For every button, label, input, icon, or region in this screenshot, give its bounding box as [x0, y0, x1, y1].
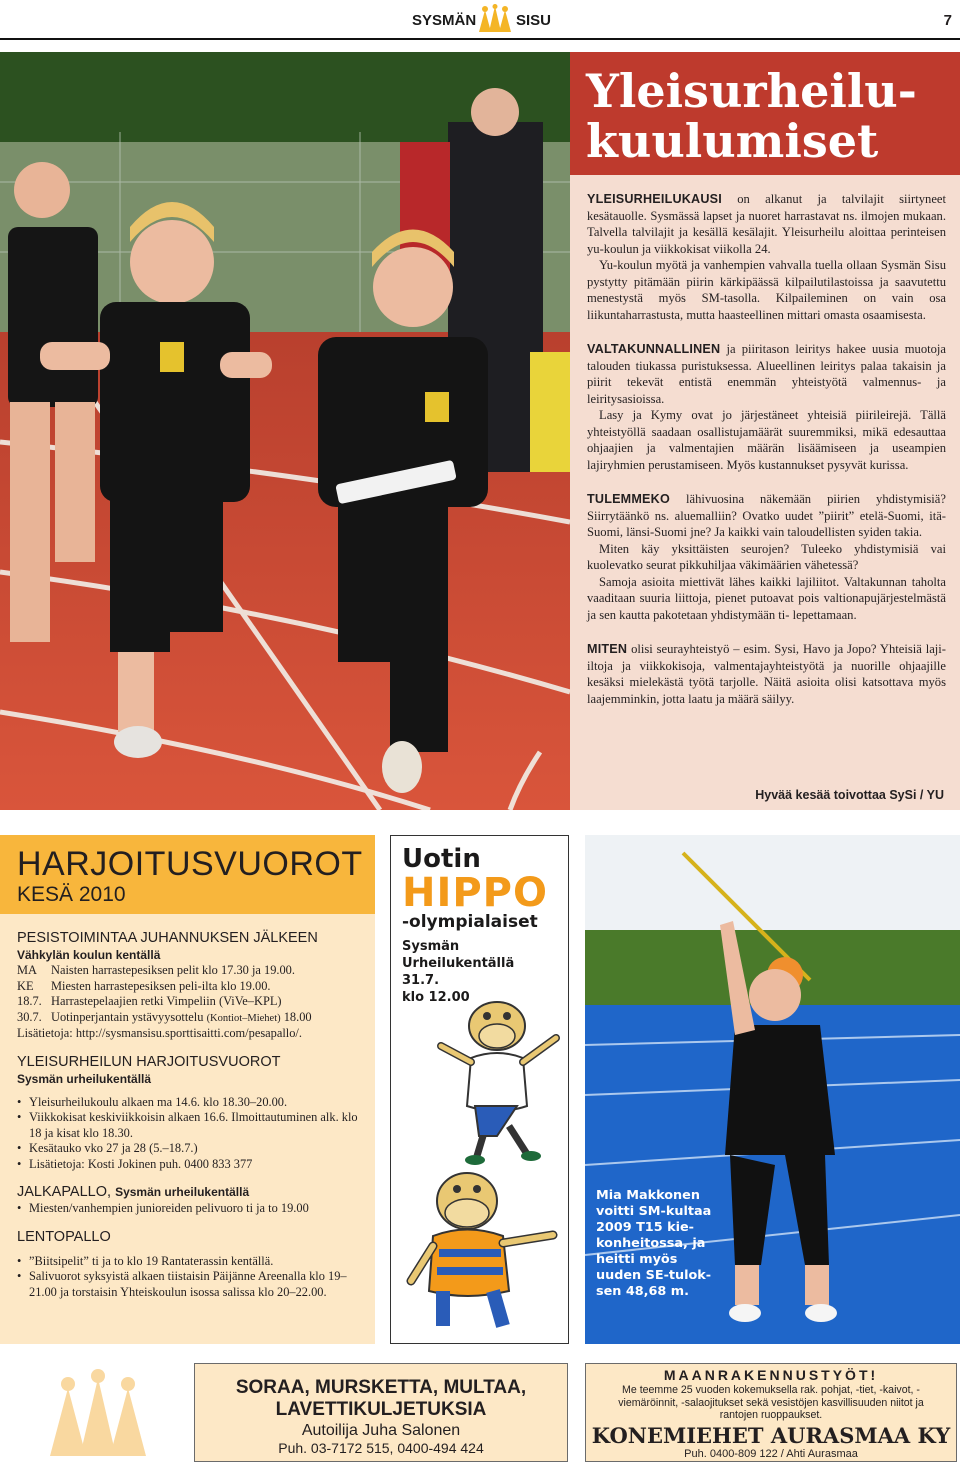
ad-line: Puh. 03-7172 515, 0400-494 424: [278, 1440, 484, 1456]
article-title: [586, 66, 917, 166]
pesis-row: 18.7. Harrastepelaajien retki Vimpeliin (ViVe–KPL): [17, 994, 282, 1008]
article-body: [570, 175, 960, 810]
paragraph-lead: YLEISURHEILUKAUSI: [587, 192, 722, 206]
paragraph-text: ja piiritason leiritys hakee uusia muotoja talouden tiukassa puristuksessa. Alueellinen leiritys palaa takaisin ja piirit tekevät entistä enemmän yhteistyötä valmennus- ja leiritysasioissa.: [587, 342, 946, 406]
hippo-line3: -olympialaiset: [402, 912, 538, 932]
masthead: [0, 0, 960, 40]
yu-location: Sysmän urheilukentällä: [17, 1071, 152, 1086]
javelin-caption: Mia Makkonen voitti SM-kultaa 2009 T15 kie- konheitossa, ja heitti myös uuden SE-tulok- sen 48,68 m.: [596, 1188, 712, 1299]
yu-section-title: YLEISURHEILUN HARJOITUSVUOROT: [17, 1053, 281, 1070]
yu-list: [17, 1095, 365, 1173]
hippo-line2: HIPPO: [402, 870, 548, 916]
hippo-games-box: [390, 835, 569, 1344]
article-paragraph: Yu-koulun myötä ja vanhempien vahvalla tuella ollaan Sysmän Sisu pystytty pitämään piirin kärkipäässä kilpailutilastoissa ja saavutettu menestystä myös SM-tasolla. Kilpaileminen on vain osa liikuntaharrastusta, mutta haasteellinen mittari omasta osaamisesta.: [587, 258, 946, 322]
hippo-details: Sysmän Urheilukentällä 31.7. klo 12.00: [402, 939, 515, 1005]
article-paragraph: [587, 341, 946, 407]
pesis-location: Vähkylän koulun kentällä: [17, 948, 161, 962]
article-paragraph: [587, 191, 946, 257]
schedule-body: [0, 914, 375, 1344]
pesis-info: Lisätietoja: http://sysmansisu.sporttisaitti.com/pesapallo/.: [17, 1026, 302, 1040]
paragraph-text: on alkanut ja talvilajit siirtyneet kesätauolle. Sysmässä lapset ja nuoret harrastavat ns. ilmojen mukaan. Talvella talvilajit ja kesällä kesälajit. Yleisurheilu aloittaa perinteisen yu-koulun ja viikkokisat viikolla 24.: [587, 192, 946, 256]
sisu-watermark-logo-icon: [40, 1368, 160, 1458]
masthead-left: SYSMÄN: [412, 12, 477, 29]
masthead-right: SISU: [516, 12, 552, 29]
paragraph-lead: VALTAKUNNALLINEN: [587, 342, 721, 356]
ad-line: KONEMIEHET AURASMAA KY: [591, 1422, 951, 1448]
article-title-line2: kuulumiset: [586, 114, 879, 168]
article-title-box: [570, 52, 960, 175]
list-item: • Yleisurheilukoulu alkaen ma 14.6. klo 18.30–20.00.: [17, 1095, 365, 1111]
pesis-row: 30.7. Uotinperjantain ystävyysottelu (Kontiot–Miehet) 18.00: [17, 1009, 312, 1024]
schedule-subtitle: KESÄ 2010: [17, 883, 126, 906]
list-item: • Miesten/vanhempien junioreiden pelivuoro ti ja to 19.00: [17, 1201, 365, 1217]
schedule-header: [0, 835, 375, 914]
sisu-logo-icon: [476, 4, 514, 34]
volleyball-section-title: LENTOPALLO: [17, 1228, 111, 1245]
article-paragraph: Lasy ja Kymy ovat jo järjestäneet yhteisiä piirileirejä. Tällä yhteistyöllä saadaan osallistujamäärät suuremmiksi, mikä edesauttaa ohjaajien ja valmentajien määrän lisäämiseen ja useampien lajiryhmien perustamiseen. Myös kustannukset pysyvät kurissa.: [587, 408, 946, 472]
ad-aurasmaa: [585, 1363, 957, 1462]
header-rule: [0, 38, 960, 40]
pesis-section-title: PESISTOIMINTAA JUHANNUKSEN JÄLKEEN: [17, 930, 318, 946]
list-item: • Salivuorot syksyistä alkaen tiistaisin Päijänne Areenalla klo 19–21.00 ja torstaisin Yhteiskoulun isossa salissa klo 20–22.00.: [17, 1269, 365, 1300]
volleyball-list: [17, 1254, 365, 1301]
paragraph-lead: TULEMMEKO: [587, 492, 670, 506]
ad-salonen: [194, 1363, 568, 1462]
article-paragraph: Miten käy yksittäisten seurojen? Tuleeko yhdistymisiä vai kuolevatko seurat pikkuhiljaa väkimäärien vähetessä?: [587, 541, 946, 572]
list-item: • Viikkokisat keskiviikkoisin alkaen 16.6. Ilmoittautuminen alk. klo 18 ja kisat klo 18.30.: [17, 1110, 365, 1141]
article-title-line1: Yleisurheilu-: [586, 64, 917, 118]
schedule-title: HARJOITUSVUOROT: [17, 845, 363, 883]
article-signature: Hyvää kesää toivottaa SySi / YU: [755, 788, 944, 802]
article-paragraph: [587, 491, 946, 541]
list-item: • Lisätietoja: Kosti Jokinen puh. 0400 833 377: [17, 1157, 365, 1173]
ad-line: LAVETTIKULJETUKSIA: [275, 1399, 487, 1420]
football-list: [17, 1201, 365, 1217]
ad-line: Me teemme 25 vuoden kokemuksella rak. pohjat, -tiet, -kaivot, -viemäröinnit, -salaojitukset sekä vesistöjen kasvillisuuden niitot ja rantojen ruoppaukset.: [618, 1384, 924, 1421]
paragraph-lead: MITEN: [587, 642, 628, 656]
hippo-line1: Uotin: [402, 844, 481, 874]
pesis-row: KE Miesten harrastepesiksen peli-ilta klo 19.00.: [17, 978, 271, 993]
ad-line: Puh. 0400-809 122 / Ahti Aurasmaa: [684, 1447, 858, 1460]
page-number: 7: [943, 12, 952, 29]
article-paragraph: Samoja asioita miettivät lähes kaikki lajiliitot. Valtakunnan taholta vaaditaan suuria liittoja, pienet putoavat pois valtionapujärjestelmästä ja sen kautta pakotetaan yhdistymään ti- lepettamaan.: [587, 574, 946, 622]
ad-line: Autoilija Juha Salonen: [301, 1422, 461, 1439]
relay-runners-photo: [0, 52, 570, 810]
ad-line: MAANRAKENNUSTYÖT!: [663, 1367, 879, 1383]
paragraph-text: olisi seurayhteistyö – esim. Sysi, Havo ja Jopo? Yhteisiä laji-iltoja ja viikkokisoja, valmentajayhteistyötä ja nuorille ohjaajille kesäksi mielekästä työtä tarjolle. Näitä asioita olisi katsottava myös laajemminkin, jotta laatu ja määrä säilyy.: [587, 642, 946, 706]
pesis-row: MA Naisten harrastepesiksen pelit klo 17.30 ja 19.00.: [17, 963, 295, 977]
hippo-mascot-2-icon: [403, 1161, 563, 1341]
article-paragraph: [587, 641, 946, 707]
football-section-title: JALKAPALLO, Sysmän urheilukentällä: [17, 1184, 250, 1200]
list-item: • ”Biitsipelit” ti ja to klo 19 Rantaterassin kentällä.: [17, 1254, 365, 1270]
ad-line: SORAA, MURSKETTA, MULTAA,: [235, 1377, 527, 1398]
list-item: • Kesätauko vko 27 ja 28 (5.–18.7.): [17, 1141, 365, 1157]
paragraph-text: lähivuosina näkemään piirien yhdistymisiä? Siirrytäänkö ns. aluemalliin? Ovatko uudet ”piirit” etelä-Suomi, itä-Suomi, länsi-Suomi jne? Ja kaikki vain taloudellisten syiden takia.: [587, 492, 946, 539]
hippo-mascot-icon: [431, 996, 566, 1166]
